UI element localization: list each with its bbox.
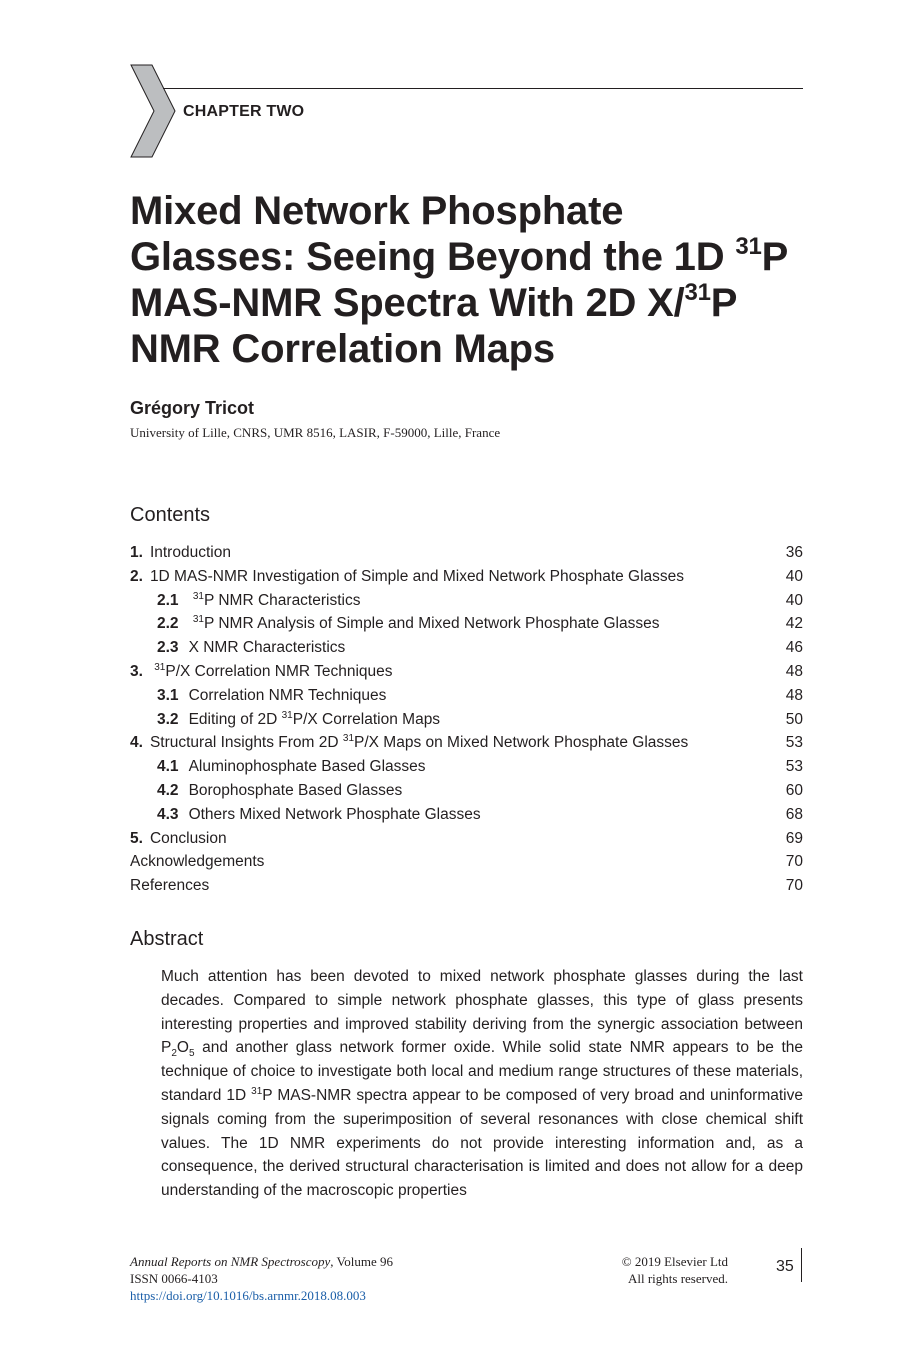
toc-item[interactable]: 4.1 Aluminophosphate Based Glasses 53 [157,758,803,776]
abstract-heading: Abstract [130,928,204,950]
chapter-chevron-icon [130,64,176,158]
journal-name: Annual Reports on NMR Spectroscopy [130,1254,331,1269]
toc-item[interactable]: 1. Introduction 36 [130,544,803,561]
doi-link[interactable]: https://doi.org/10.1016/bs.arnmr.2018.08.003 [130,1288,366,1303]
table-of-contents [130,543,803,900]
chapter-title: Mixed Network Phosphate Glasses: Seeing Beyond the 1D $^{31}$P MAS-NMR Spectra With 2D X/$^{31}$P NMR Correlation Maps [130,189,789,371]
toc-item[interactable]: Acknowledgements 70 [130,853,803,871]
toc-item[interactable]: 3. $^{31}$P/X Correlation NMR Techniques 48 [130,661,803,680]
chapter-label: CHAPTER TWO [183,103,305,120]
chapter-rule [163,88,803,89]
contents-heading: Contents [130,504,211,526]
toc-item[interactable]: 2.1 $^{31}$P NMR Characteristics 40 [157,590,803,609]
abstract-text: Much attention has been devoted to mixed network phosphate glasses during the last decades. Compared to simple network phosphate glasses, this type of glass presents interesting properties and improved stability deriving from the synergic association between $P_2O_5$ and another glass network former oxide. While solid state NMR appears to be the technique of choice to investigate both local and medium range structures of these materials, standard 1D $^{31}$P MAS-NMR spectra appear to be composed of very broad and uninformative signals coming from the superimposition of several resonances with close chemical shift values. The 1D NMR experiments do not provide interesting information and, as a consequence, the derived structural characterisation is limited and does not allow for a deep understanding of the macroscopic properties [161,968,803,1200]
author-name: Grégory Tricot [130,398,255,418]
toc-item[interactable]: 4.2 Borophosphate Based Glasses 60 [157,781,803,799]
footer-copyright: © 2019 Elsevier Ltd All rights reserved. [621,1254,728,1286]
toc-item[interactable]: References 70 [130,877,803,895]
toc-item[interactable]: 3.1 Correlation NMR Techniques 48 [157,686,803,704]
author-affiliation: University of Lille, CNRS, UMR 8516, LASIR, F-59000, Lille, France [130,425,501,440]
toc-item[interactable]: 2.2 $^{31}$P NMR Analysis of Simple and Mixed Network Phosphate Glasses 42 [157,614,803,633]
toc-item[interactable]: 2. 1D MAS-NMR Investigation of Simple and Mixed Network Phosphate Glasses 40 [130,567,803,585]
toc-item[interactable]: 5. Conclusion 69 [130,829,803,847]
toc-item[interactable]: 4.3 Others Mixed Network Phosphate Glasses 68 [157,805,803,823]
toc-item[interactable]: 3.2 Editing of 2D $^{31}$P/X Correlation Maps 50 [157,709,803,728]
issn: ISSN 0066-4103 [130,1271,218,1286]
toc-item[interactable]: 4. Structural Insights From 2D $^{31}$P/X Maps on Mixed Network Phosphate Glasses 53 [130,733,803,752]
toc-item[interactable]: 2.3 X NMR Characteristics 46 [157,639,803,657]
page-number: 35 [770,1248,802,1282]
footer-citation: Annual Reports on NMR Spectroscopy, Volume 96 ISSN 0066-4103 https://doi.org/10.1016/bs.arnmr.2018.08.003 [130,1254,393,1303]
